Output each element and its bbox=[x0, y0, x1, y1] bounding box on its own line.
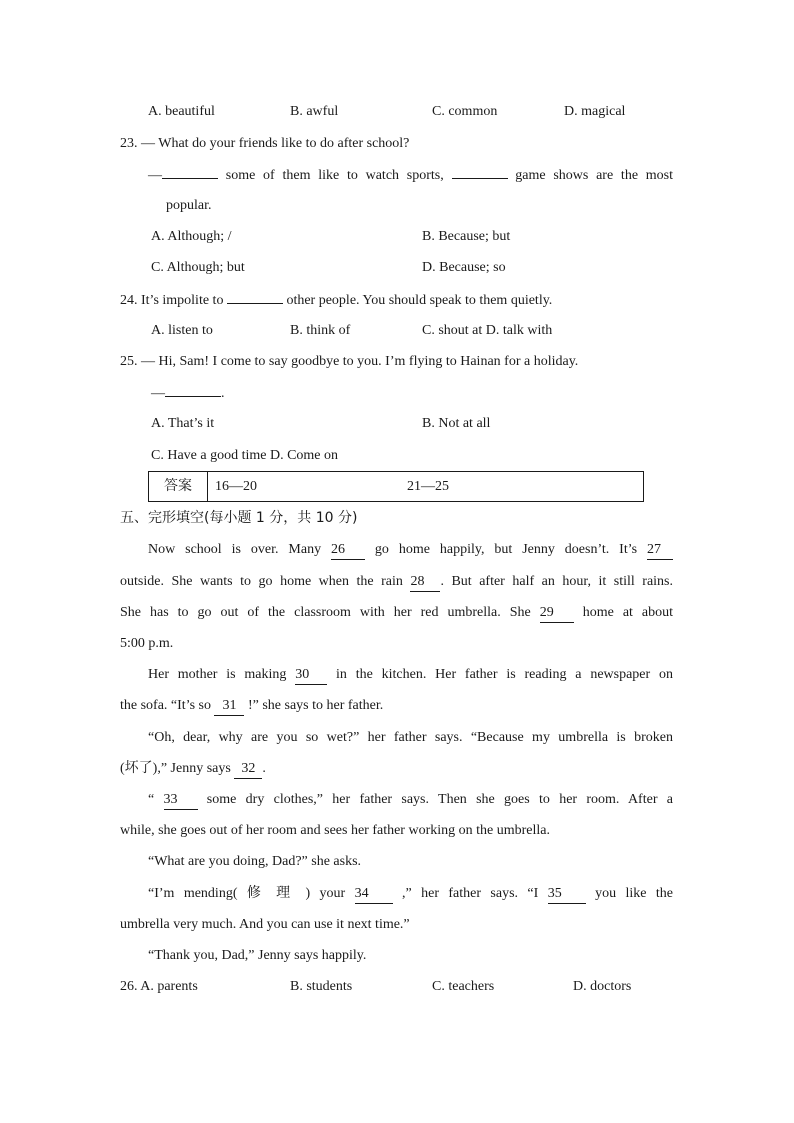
blank-33: 33 bbox=[164, 791, 198, 810]
passage-line-10: while, she goes out of her room and sees her father working on the umbrella. bbox=[120, 823, 550, 838]
q25-option-a: A. That’s it bbox=[151, 416, 215, 431]
blank-32: 32 bbox=[234, 760, 262, 779]
q23-option-b: B. Because; but bbox=[422, 229, 511, 244]
passage-line-3 bbox=[120, 604, 673, 623]
passage-line-9 bbox=[148, 791, 673, 810]
passage-line-1 bbox=[148, 541, 673, 560]
blank-30: 30 bbox=[295, 666, 327, 685]
q25-option-b: B. Not at all bbox=[422, 416, 491, 431]
q24-stem bbox=[120, 291, 552, 310]
q23-response-end: game shows are the most bbox=[507, 168, 674, 183]
passage-text: go home happily, but Jenny doesn’t. It’s bbox=[365, 542, 647, 557]
q23-response-cont: popular. bbox=[166, 198, 212, 213]
passage-line-2 bbox=[120, 573, 673, 592]
passage-text: in the kitchen. Her father is reading a newspaper on bbox=[327, 667, 673, 682]
passage-text: you like the bbox=[585, 886, 673, 901]
passage-text: ,” her father says. “I bbox=[392, 886, 548, 901]
passage-line-13: umbrella very much. And you can use it next time.” bbox=[120, 917, 410, 932]
passage-text: the sofa. “It’s so bbox=[120, 698, 215, 713]
q23-stem: 23. — What do your friends like to do after school? bbox=[120, 136, 410, 151]
q23-blank-1 bbox=[162, 166, 218, 179]
passage-text: She has to go out of the classroom with her red umbrella. She bbox=[120, 605, 540, 620]
q23-dash: — bbox=[148, 168, 162, 183]
answer-box-label: 答案 bbox=[149, 472, 208, 501]
passage-text: !” she says to her father. bbox=[244, 698, 384, 713]
passage-line-7: “Oh, dear, why are you so wet?” her father says. “Because my umbrella is broken bbox=[148, 730, 673, 745]
blank-26: 26 bbox=[331, 541, 365, 560]
q23-option-d: D. Because; so bbox=[422, 260, 506, 275]
q25-blank bbox=[165, 384, 221, 397]
q25-dash: — bbox=[151, 386, 165, 401]
q24-option-a: A. listen to bbox=[151, 323, 213, 338]
passage-line-6 bbox=[120, 697, 383, 716]
passage-line-12 bbox=[148, 885, 673, 904]
q22-option-c: C. common bbox=[432, 104, 498, 119]
blank-31: 31 bbox=[214, 697, 244, 716]
q26-option-a: 26. A. parents bbox=[120, 979, 198, 994]
passage-text: . bbox=[262, 761, 266, 776]
q25-period: . bbox=[221, 386, 225, 401]
passage-text: Her mother is making bbox=[148, 667, 296, 682]
passage-line-5 bbox=[148, 666, 673, 685]
passage-line-14: “Thank you, Dad,” Jenny says happily. bbox=[148, 948, 367, 963]
q24-blank bbox=[227, 291, 283, 304]
answer-range-16-20: 16—20 bbox=[215, 479, 257, 494]
passage-line-4: 5:00 p.m. bbox=[120, 636, 174, 651]
q23-option-a: A. Although; / bbox=[151, 229, 232, 244]
passage-text: . But after half an hour, it still rains. bbox=[440, 574, 674, 589]
q26-option-b: B. students bbox=[290, 979, 353, 994]
q23-blank-2 bbox=[452, 166, 508, 179]
blank-34: 34 bbox=[355, 885, 393, 904]
q22-option-d: D. magical bbox=[564, 104, 626, 119]
section-title: 五、完形填空(每小题 1 分，共 10 分) bbox=[120, 510, 358, 526]
q22-option-b: B. awful bbox=[290, 104, 339, 119]
passage-text: some dry clothes,” her father says. Then she goes to her room. After a bbox=[197, 792, 673, 807]
passage-text: outside. She wants to go home when the rain bbox=[120, 574, 411, 589]
q24-option-b: B. think of bbox=[290, 323, 351, 338]
passage-text: (坏了),” Jenny says bbox=[120, 761, 235, 776]
q26-option-d: D. doctors bbox=[573, 979, 632, 994]
q23-response-mid: some of them like to watch sports, bbox=[218, 168, 452, 183]
q25-option-cd: C. Have a good time D. Come on bbox=[151, 448, 339, 463]
q24-stem-start: 24. It’s impolite to bbox=[120, 293, 227, 308]
passage-line-11: “What are you doing, Dad?” she asks. bbox=[148, 854, 362, 869]
passage-text: Now school is over. Many bbox=[148, 542, 331, 557]
blank-27: 27 bbox=[647, 541, 673, 560]
q24-option-cd: C. shout at D. talk with bbox=[422, 323, 553, 338]
q25-response bbox=[151, 384, 225, 403]
answer-box bbox=[148, 471, 644, 502]
blank-29: 29 bbox=[540, 604, 574, 623]
passage-text: “I’m mending( 修 理 ) your bbox=[148, 886, 355, 901]
blank-28: 28 bbox=[410, 573, 440, 592]
passage-text: “ bbox=[148, 792, 164, 807]
blank-35: 35 bbox=[548, 885, 586, 904]
q22-option-a: A. beautiful bbox=[148, 104, 215, 119]
q23-option-c: C. Although; but bbox=[151, 260, 245, 275]
answer-range-21-25: 21—25 bbox=[407, 479, 449, 494]
q23-response bbox=[148, 166, 673, 185]
passage-line-8 bbox=[120, 760, 266, 779]
q24-stem-end: other people. You should speak to them quietly. bbox=[282, 293, 553, 308]
passage-text: home at about bbox=[573, 605, 674, 620]
q26-option-c: C. teachers bbox=[432, 979, 495, 994]
q25-stem: 25. — Hi, Sam! I come to say goodbye to you. I’m flying to Hainan for a holiday. bbox=[120, 354, 579, 369]
